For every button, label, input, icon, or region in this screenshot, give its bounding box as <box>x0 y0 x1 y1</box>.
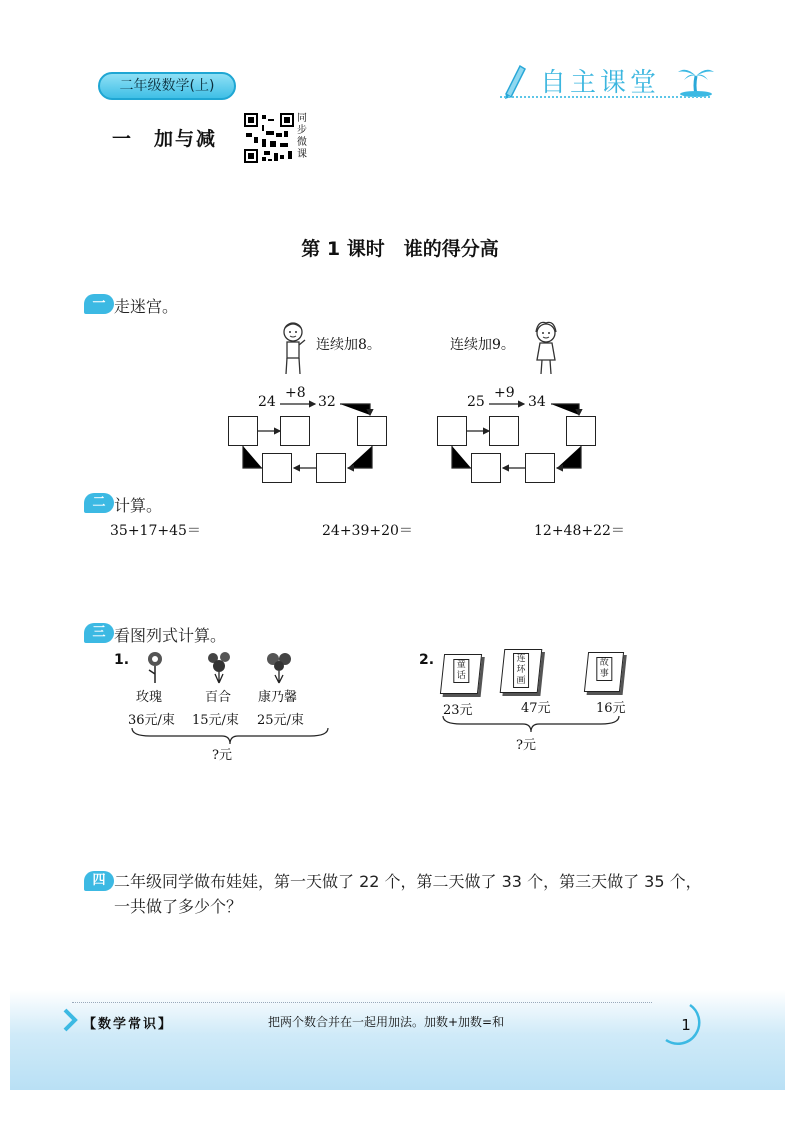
book-cover-char: 连 <box>516 654 526 664</box>
lesson-title: 第 1 课时 谁的得分高 <box>301 238 499 260</box>
fairy-tale-book-icon <box>440 654 482 694</box>
chevron-right-icon <box>62 1008 78 1032</box>
problem-number: 1. <box>114 652 130 668</box>
flower-name: 百合 <box>205 690 232 705</box>
rose-icon <box>143 650 167 684</box>
qr-label-char: 同 <box>297 113 307 124</box>
lily-icon <box>205 650 235 684</box>
calc-expression: 24+39+20＝ <box>322 523 413 539</box>
brace <box>130 726 330 746</box>
qr-code-icon[interactable] <box>244 113 294 163</box>
pencil-icon <box>498 60 528 100</box>
qr-label-char: 微 <box>297 137 307 148</box>
book-cover-char: 童 <box>456 660 466 670</box>
maze-operation: +8 <box>285 385 306 401</box>
brace <box>441 714 621 734</box>
answer-box[interactable] <box>280 416 310 446</box>
brand-title: 自主课堂 <box>540 68 661 98</box>
book-label: 二年级数学(上) <box>98 72 236 100</box>
book-price: 16元 <box>596 701 626 716</box>
section-number-badge: 二 <box>84 493 114 513</box>
section-title: 走迷宫。 <box>114 297 179 316</box>
answer-box[interactable] <box>357 416 387 446</box>
section-title: 看图列式计算。 <box>114 626 227 645</box>
book-cover-char: 环 <box>516 665 526 675</box>
answer-box[interactable] <box>316 453 346 483</box>
section-title: 计算。 <box>114 496 163 515</box>
question-label: ?元 <box>212 748 232 763</box>
unit-title: 一 加与减 <box>112 128 218 150</box>
maze-start-value: 24 <box>258 394 276 410</box>
girl-icon <box>530 320 562 378</box>
flower-price: 25元/束 <box>257 713 304 728</box>
book-price: 23元 <box>443 703 473 718</box>
speech-text: 连续加9。 <box>450 337 515 353</box>
section-number-badge: 三 <box>84 623 114 643</box>
tip-text: 把两个数合并在一起用加法。加数+加数=和 <box>268 1015 505 1029</box>
answer-box[interactable] <box>228 416 258 446</box>
section-number-badge: 四 <box>84 871 114 891</box>
section-title: 二年级同学做布娃娃，第一天做了 22 个，第二天做了 33 个，第三天做了 35 个， <box>114 872 702 891</box>
maze-next-value: 34 <box>528 394 546 410</box>
answer-box[interactable] <box>566 416 596 446</box>
maze-next-value: 32 <box>318 394 336 410</box>
book-cover-char: 话 <box>456 671 466 681</box>
calc-expression: 35+17+45＝ <box>110 523 201 539</box>
tip-label: 【数学常识】 <box>83 1017 174 1032</box>
qr-label <box>297 113 309 161</box>
calc-expression: 12+48+22＝ <box>534 523 625 539</box>
section-number-badge: 一 <box>84 294 114 314</box>
question-label: ?元 <box>516 738 536 753</box>
answer-box[interactable] <box>262 453 292 483</box>
qr-label-char: 步 <box>297 125 307 136</box>
palm-tree-icon <box>676 62 716 98</box>
flower-name: 玫瑰 <box>136 690 163 705</box>
answer-box[interactable] <box>471 453 501 483</box>
problem-number: 2. <box>419 652 435 668</box>
story-book-icon <box>584 652 624 692</box>
answer-box[interactable] <box>489 416 519 446</box>
book-cover-char: 事 <box>599 669 609 679</box>
answer-box[interactable] <box>525 453 555 483</box>
book-cover-char: 画 <box>516 676 526 686</box>
boy-icon <box>278 320 308 378</box>
speech-text: 连续加8。 <box>316 337 381 353</box>
section-title-line2: 一共做了多少个？ <box>114 897 243 916</box>
qr-label-char: 课 <box>297 149 307 160</box>
maze-start-value: 25 <box>467 394 485 410</box>
answer-box[interactable] <box>437 416 467 446</box>
flower-name: 康乃馨 <box>258 690 298 705</box>
flower-price: 36元/束 <box>128 713 175 728</box>
book-price: 47元 <box>521 701 551 716</box>
flower-price: 15元/束 <box>192 713 239 728</box>
comic-book-icon <box>500 649 543 693</box>
page-number: 1 <box>681 1016 691 1034</box>
book-cover-char: 故 <box>599 658 609 668</box>
maze-operation: +9 <box>494 385 515 401</box>
header-divider <box>500 96 710 98</box>
carnation-icon <box>264 650 294 684</box>
